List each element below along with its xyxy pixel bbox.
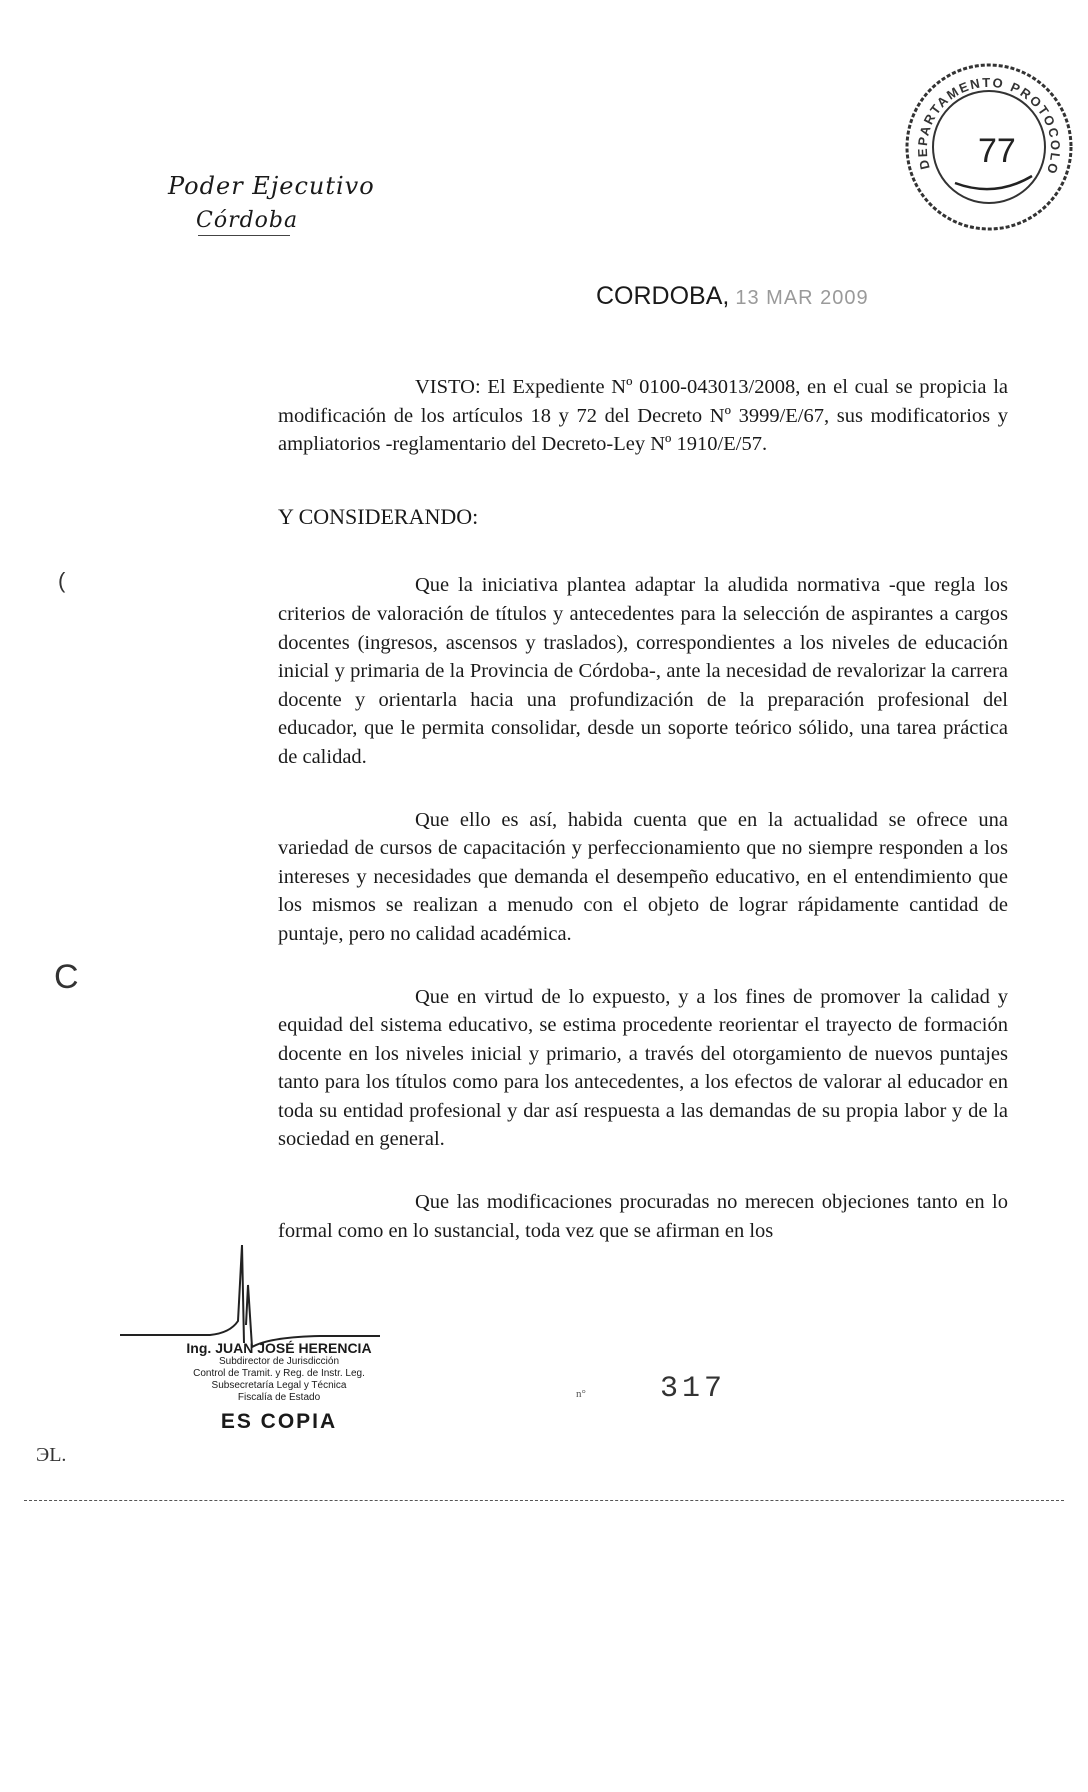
- protocol-seal-stamp: [900, 58, 1078, 236]
- letterhead-line1: Poder Ejecutivo: [168, 172, 375, 200]
- signer-title-1: Subdirector de Jurisdicción: [218, 1356, 340, 1367]
- corner-note: ЭL.: [36, 1444, 67, 1466]
- copy-stamp: ES COPIA: [220, 1410, 338, 1433]
- document-body: [278, 373, 1008, 1245]
- hole-punch-mark: (: [58, 568, 66, 593]
- folio-number: 317: [660, 1372, 727, 1406]
- dateline-date-stamp: 13 MAR 2009: [735, 287, 869, 309]
- letterhead: [168, 172, 375, 236]
- signer-title-2: Control de Tramit. y Reg. de Instr. Leg.: [193, 1368, 365, 1379]
- visto-paragraph: VISTO: El Expediente Nº 0100-043013/2008, en el cual se propicia la modificación de los artículos 18 y 72 del Decreto Nº 3999/E/67, sus modificatorios y ampliatorios -reglamentario del Decreto-Ley Nº 1910/E/57.: [278, 376, 1008, 456]
- seal-text: DEPARTAMENTO PROTOCOLO: [914, 74, 1064, 178]
- signer-name: Ing. JUAN JOSÉ HERENCIA: [186, 1340, 372, 1356]
- paragraph-4: Que las modificaciones procuradas no merecen objeciones tanto en lo formal como en lo sustancial, toda vez que se afirman en los: [278, 1191, 1008, 1242]
- signature-block: [154, 1340, 404, 1434]
- considerando-heading: Y CONSIDERANDO:: [278, 503, 479, 529]
- dateline-place: CORDOBA,: [596, 282, 730, 310]
- folio-mark: n°: [576, 1388, 586, 1400]
- seal-number: 77: [978, 132, 1016, 170]
- paragraph-1: Que la iniciativa plantea adaptar la aludida normativa -que regla los criterios de valoración de títulos y antecedentes para la selección de aspirantes a cargos docentes (ingresos, ascensos y traslados), correspondientes a los niveles de educación inicial y primaria de la Provincia de Córdoba-, ante la necesidad de revalorizar la carrera docente y orientarla hacia una profundización de la preparación profesional del educador, que le permita consolidar, desde un soporte teórico sólido, una tarea práctica de calidad.: [278, 574, 1008, 768]
- dateline: [596, 282, 869, 311]
- paragraph-2: Que ello es así, habida cuenta que en la actualidad se ofrece una variedad de cursos de capacitación y perfeccionamiento que no siempre responden a los intereses y necesidades que demanda el desempeño educativo, en el entendimiento que los mismos se realizan a menudo con el objeto de lograr rápidamente cantidad de puntaje, pero no calidad académica.: [278, 808, 1008, 945]
- letterhead-line2: Córdoba: [196, 208, 299, 233]
- hole-punch-mark: C: [54, 958, 79, 996]
- signer-title-3: Subsecretaría Legal y Técnica: [211, 1380, 347, 1391]
- signer-title-4: Fiscalía de Estado: [237, 1392, 321, 1403]
- handwritten-signature: [120, 1225, 380, 1350]
- paragraph-3: Que en virtud de lo expuesto, y a los fines de promover la calidad y equidad del sistema educativo, se estima procedente reorientar el trayecto de formación docente en los niveles inicial y primario, a través del otorgamiento de nuevos puntajes tanto para los títulos como para los antecedentes, a los efectos de valorar al educador en toda su entidad profesional y dar así respuesta a las demandas de su propia labor y de la sociedad en general.: [278, 985, 1008, 1151]
- scan-edge-line: [24, 1500, 1064, 1501]
- letterhead-underline: [198, 235, 290, 236]
